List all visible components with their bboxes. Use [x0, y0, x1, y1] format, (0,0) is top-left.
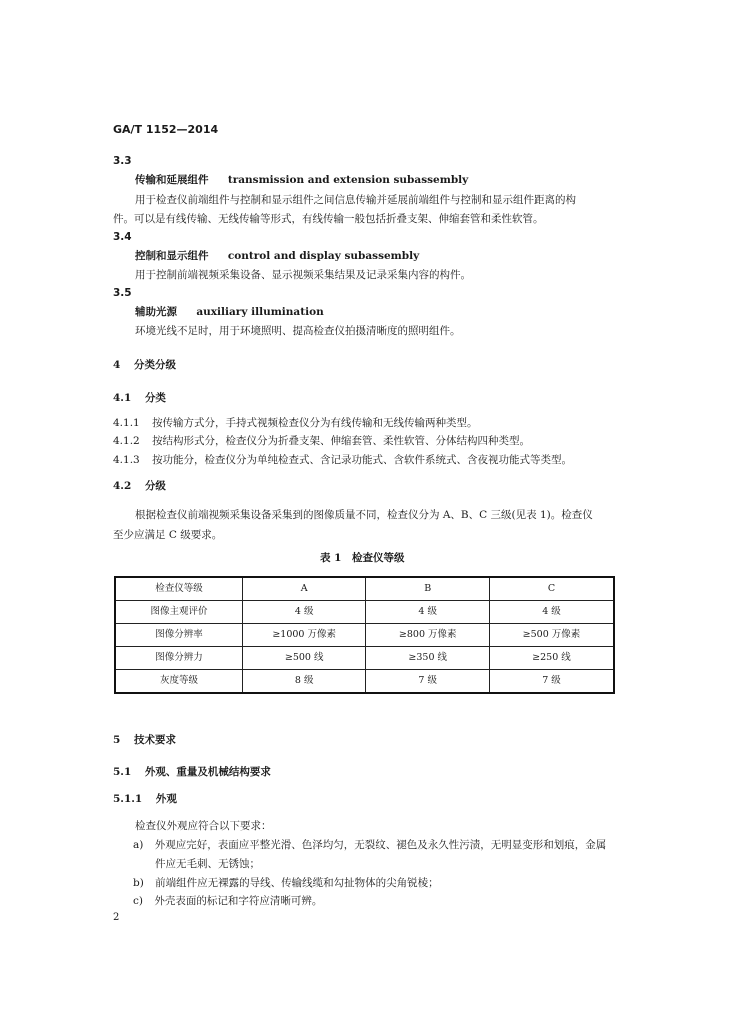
list-item-c: [133, 896, 322, 907]
table-cell: 7 级: [366, 670, 490, 694]
table-cell: 4 级: [489, 601, 614, 624]
term-3-5-en: auxiliary illumination: [196, 306, 324, 318]
table-header-row: [115, 577, 614, 601]
section-4-number: 4: [113, 359, 121, 371]
term-3-3-cn: 传输和延展组件: [135, 174, 209, 186]
section-4-2-number: 4.2: [113, 480, 132, 492]
clause-text: 按功能分，检查仪分为单纯检查式、含记录功能式、含软件系统式、含夜视功能式等类型。: [152, 454, 573, 466]
section-4-2-title: 分级: [144, 480, 166, 492]
table-header-cell: A: [242, 577, 366, 601]
definition-3-4: 用于控制前端视频采集设备、显示视频采集结果及记录采集内容的构件。: [135, 269, 471, 281]
section-4-1-heading: [113, 393, 166, 404]
definition-3-3-line2: 件。可以是有线传输、无线传输等形式，有线传输一般包括折叠支架、伸缩套管和柔性软管。: [113, 213, 544, 225]
grading-paragraph-line1: 根据检查仪前端视频采集设备采集到的图像质量不同，检查仪分为 A、B、C 三级(见表 1)。检查仪: [135, 509, 593, 521]
table-cell: 4 级: [366, 601, 490, 624]
table-cell: ≥500 线: [242, 647, 366, 670]
table-cell: ≥1000 万像素: [242, 624, 366, 647]
section-3-3-number: 3.3: [113, 155, 132, 167]
section-5-1-title: 外观、重量及机械结构要求: [144, 766, 271, 778]
section-5-1-1-heading: [113, 794, 177, 805]
term-3-4: [135, 251, 419, 262]
clause-4-1-2: [113, 436, 530, 447]
term-3-5: [135, 307, 324, 318]
table-cell: ≥500 万像素: [489, 624, 614, 647]
term-3-5-cn: 辅助光源: [135, 306, 177, 318]
section-4-1-number: 4.1: [113, 392, 132, 404]
table-cell: 8 级: [242, 670, 366, 694]
list-text: 前端组件应无裸露的导线、传输线缆和勾扯物体的尖角锐棱；: [155, 877, 439, 889]
list-marker: b): [133, 877, 144, 889]
table-header-cell: 检查仪等级: [115, 577, 242, 601]
section-5-1-number: 5.1: [113, 766, 132, 778]
list-text: 外观应完好，表面应平整光滑、色泽均匀，无裂纹、褪色及永久性污渍，无明显变形和划痕，金属: [154, 839, 607, 851]
table-caption: 表 1 检查仪等级: [320, 552, 405, 564]
table-cell: 灰度等级: [115, 670, 242, 694]
clause-text: 按传输方式分，手持式视频检查仪分为有线传输和无线传输两种类型。: [152, 417, 478, 429]
appearance-intro: 检查仪外观应符合以下要求：: [135, 820, 272, 832]
section-5-title: 技术要求: [133, 734, 176, 746]
list-marker: c): [133, 895, 143, 907]
section-5-number: 5: [113, 734, 121, 746]
clause-number: 4.1.2: [113, 435, 140, 447]
standard-code: GA/T 1152—2014: [113, 123, 219, 136]
table-cell: ≥800 万像素: [366, 624, 490, 647]
clause-number: 4.1.3: [113, 454, 140, 466]
list-item-a: [133, 840, 606, 851]
section-5-1-1-number: 5.1.1: [113, 793, 143, 805]
table-cell: 图像分辨力: [115, 647, 242, 670]
list-item-b: [133, 878, 439, 889]
list-item-a-continuation: 件应无毛刺、无锈蚀；: [155, 858, 260, 870]
definition-3-3-line1: 用于检查仪前端组件与控制和显示组件之间信息传输并延展前端组件与控制和显示组件距离的构: [135, 194, 576, 206]
section-4-title: 分类分级: [133, 359, 176, 371]
table-header-cell: B: [366, 577, 490, 601]
table-cell: 4 级: [242, 601, 366, 624]
table-cell: ≥350 线: [366, 647, 490, 670]
table-cell: ≥250 线: [489, 647, 614, 670]
clause-number: 4.1.1: [113, 417, 140, 429]
grading-paragraph-line2: 至少应满足 C 级要求。: [113, 529, 223, 541]
table-cell: 图像分辨率: [115, 624, 242, 647]
section-5-1-1-title: 外观: [155, 793, 177, 805]
list-text: 外壳表面的标记和字符应清晰可辨。: [154, 895, 323, 907]
term-3-4-en: control and display subassembly: [227, 250, 420, 262]
table-row: [115, 647, 614, 670]
clause-4-1-1: [113, 418, 478, 429]
grade-table: [114, 576, 615, 694]
section-5-heading: [113, 735, 176, 746]
section-3-5-number: 3.5: [113, 287, 132, 299]
table-header-cell: C: [489, 577, 614, 601]
definition-3-5: 环境光线不足时，用于环境照明、提高检查仪拍摄清晰度的照明组件。: [135, 325, 461, 337]
section-3-4-number: 3.4: [113, 231, 132, 243]
table-cell: 7 级: [489, 670, 614, 694]
term-3-3-en: transmission and extension subassembly: [227, 174, 469, 186]
table-row: [115, 670, 614, 694]
section-5-1-heading: [113, 767, 271, 778]
page-number: 2: [113, 912, 120, 923]
term-3-3: [135, 175, 468, 186]
table-cell: 图像主观评价: [115, 601, 242, 624]
list-marker: a): [133, 839, 144, 851]
table-row: [115, 601, 614, 624]
term-3-4-cn: 控制和显示组件: [135, 250, 209, 262]
section-4-1-title: 分类: [144, 392, 166, 404]
table-row: [115, 624, 614, 647]
section-4-2-heading: [113, 481, 166, 492]
clause-4-1-3: [113, 455, 572, 466]
clause-text: 按结构形式分，检查仪分为折叠支架、伸缩套管、柔性软管、分体结构四种类型。: [152, 435, 531, 447]
section-4-heading: [113, 360, 176, 371]
